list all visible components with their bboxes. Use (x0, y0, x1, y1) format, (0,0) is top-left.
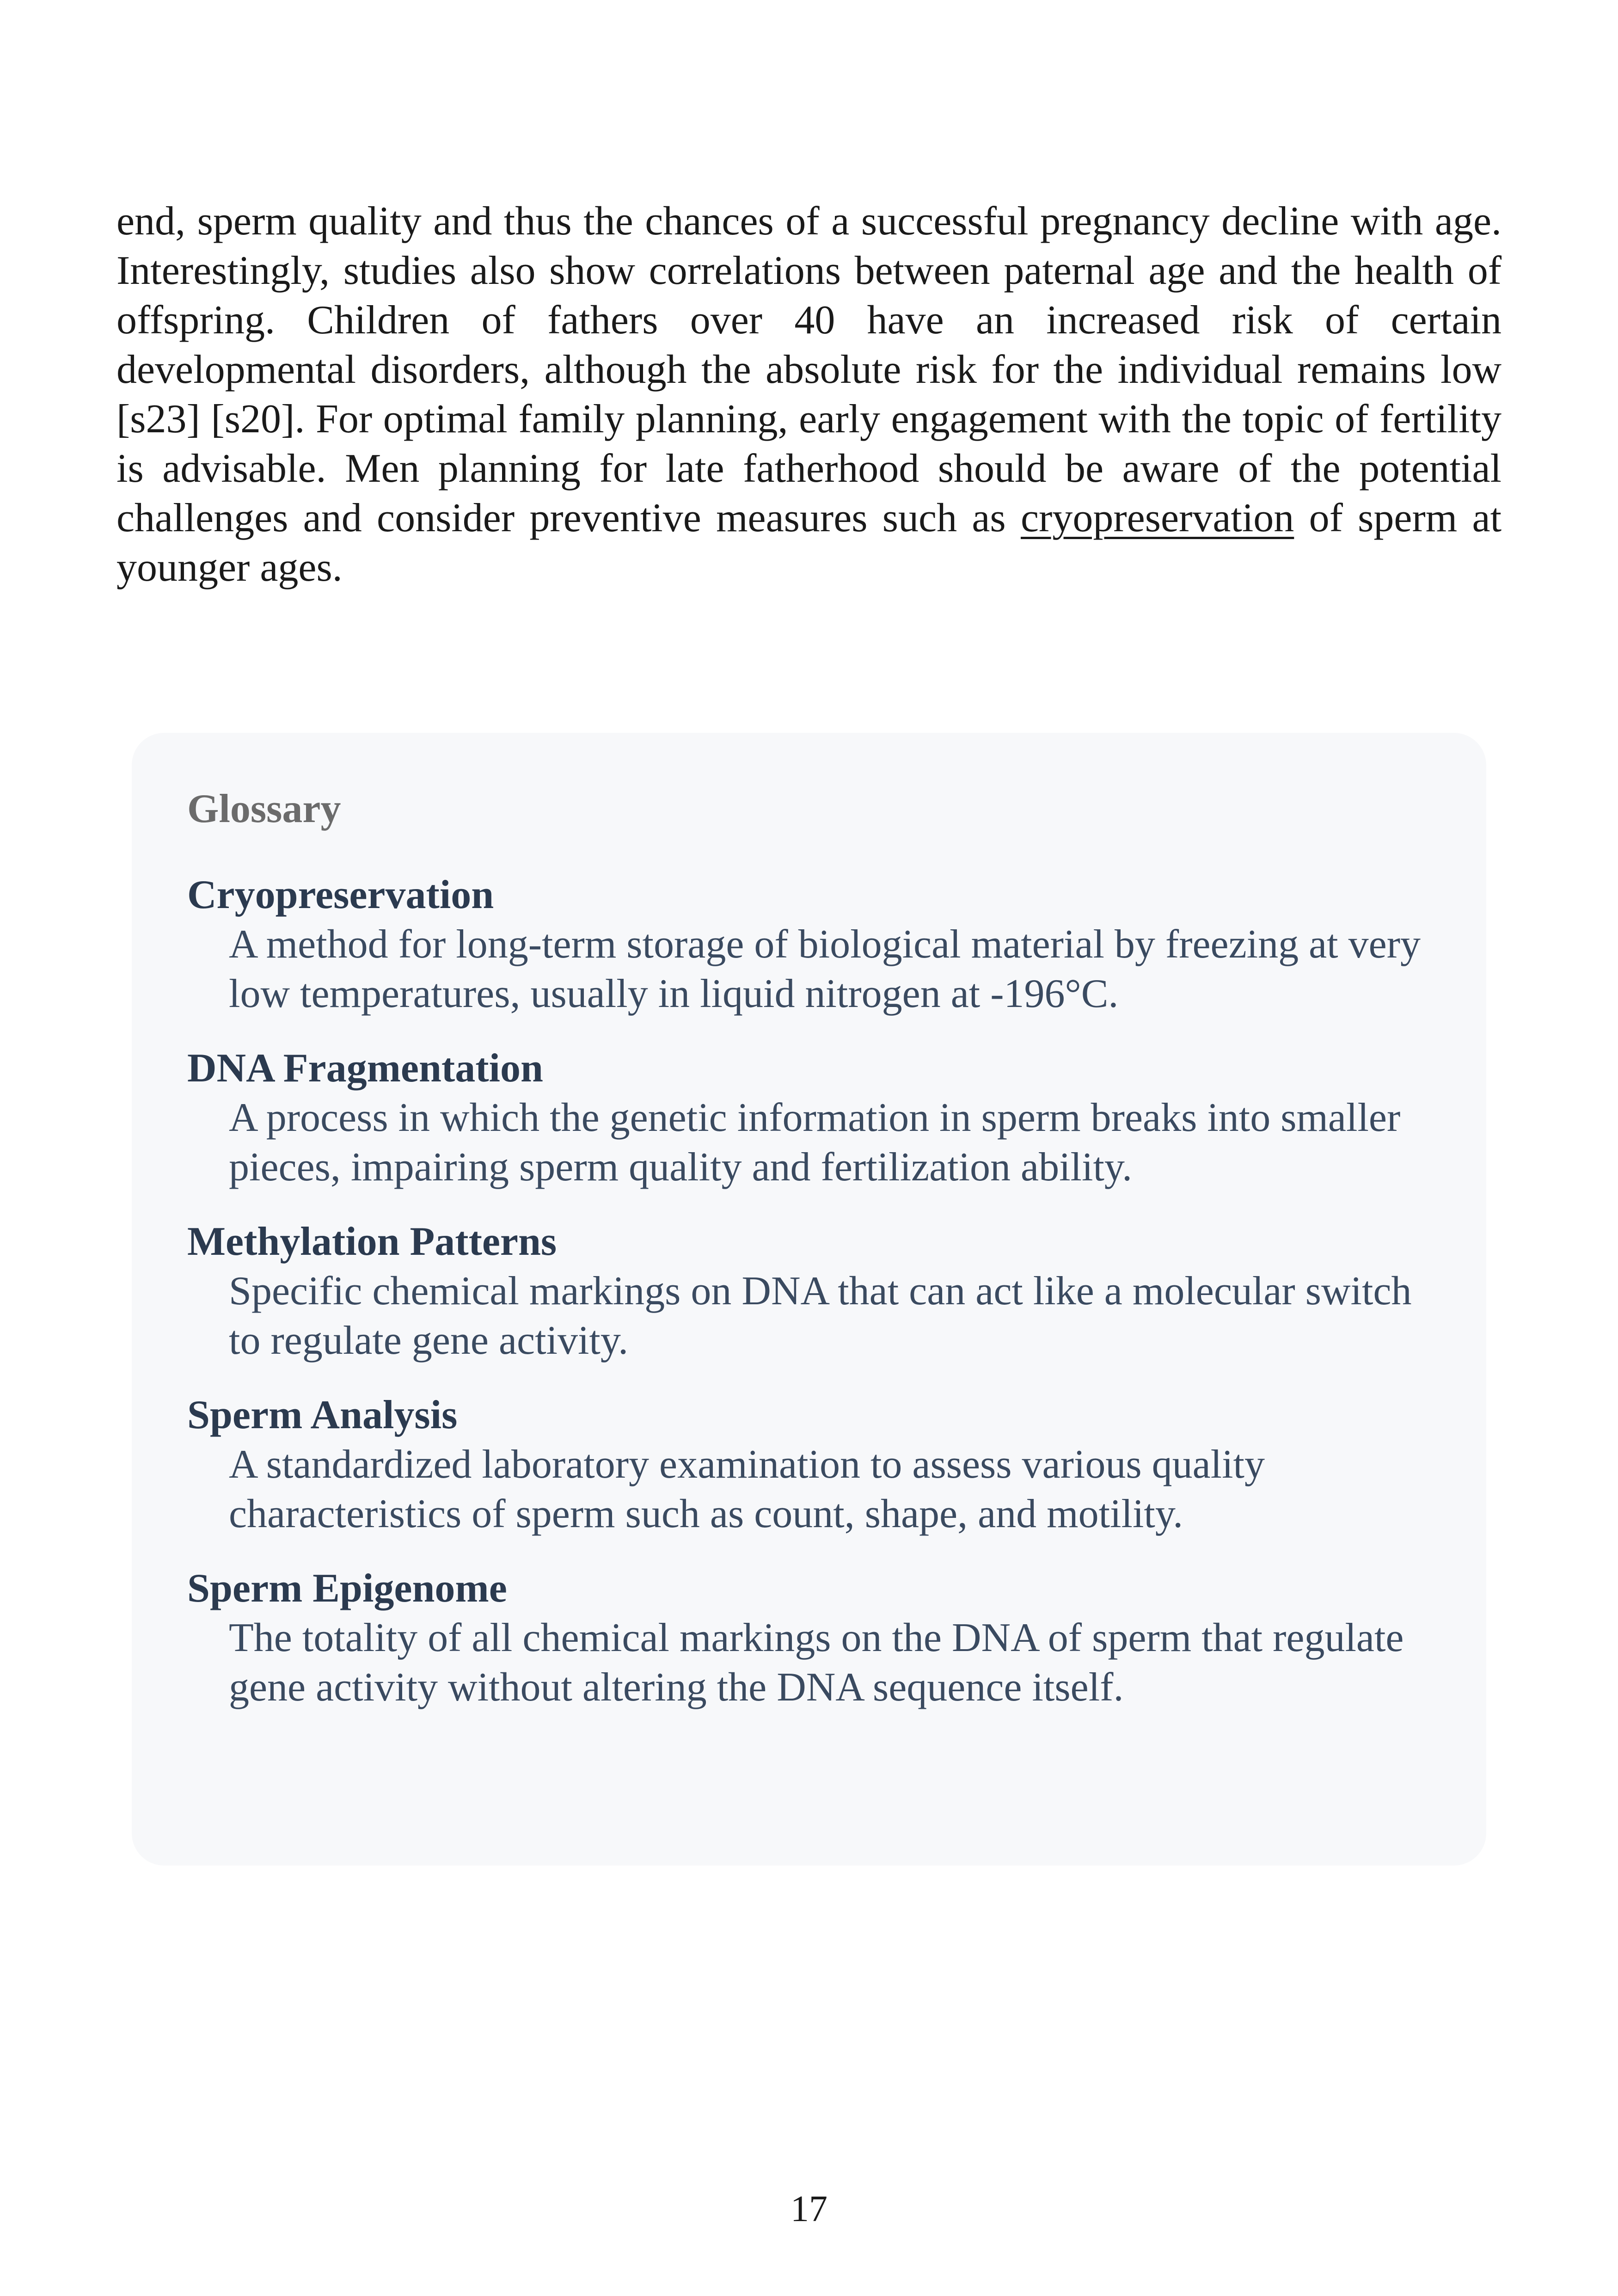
glossary-term-sperm-epigenome: Sperm Epigenome (187, 1566, 507, 1611)
glossary-definition-methylation-patterns: Specific chemical markings on DNA that can act like a molecular switch to regulate gene activity. (229, 1269, 1412, 1363)
glossary-definition-sperm-analysis: A standardized laboratory examination to assess various quality characteristics of sperm such as count, shape, and motility. (229, 1442, 1265, 1536)
glossary-term-methylation-patterns: Methylation Patterns (187, 1219, 557, 1264)
glossary-list (187, 871, 1431, 1712)
body-paragraph (116, 196, 1502, 592)
glossary-definition-cryopreservation: A method for long-term storage of biological material by freezing at very low temperatures, usually in liquid nitrogen at -196°C. (229, 922, 1421, 1016)
glossary-definition-dna-fragmentation: A process in which the genetic information in sperm breaks into smaller pieces, impairing sperm quality and fertilization ability. (229, 1095, 1401, 1190)
glossary-entry (187, 1217, 1431, 1365)
glossary-term-cryopreservation: Cryopreservation (187, 872, 494, 917)
glossary-entry (187, 1391, 1431, 1539)
page-number: 17 (791, 2189, 827, 2229)
glossary-heading: Glossary (187, 786, 341, 831)
glossary-entry (187, 1564, 1431, 1712)
glossary-definition-sperm-epigenome: The totality of all chemical markings on the DNA of sperm that regulate gene activity without altering the DNA sequence itself. (229, 1615, 1404, 1710)
cryopreservation-term-link[interactable]: cryopreservation (1020, 496, 1294, 540)
glossary-box (132, 733, 1486, 1866)
glossary-entry (187, 871, 1431, 1019)
body-text-before-link: end, sperm quality and thus the chances of a successful pregnancy decline with age. Interestingly, studies also show correlations between paternal age and the health of offspring. Children of fathers over 40 have an increased risk of certain developmental disorders, although the absolute risk for the individual remains low [s23] [s20]. For optimal family planning, early engagement with the topic of fertility is advisable. Men planning for late fatherhood should be aware of the potential challenges and consider preventive measures such as (116, 199, 1502, 540)
body-text-after-link: of sperm at younger ages. (116, 496, 1502, 590)
glossary-term-sperm-analysis: Sperm Analysis (187, 1393, 458, 1437)
glossary-term-dna-fragmentation: DNA Fragmentation (187, 1046, 543, 1091)
glossary-entry (187, 1044, 1431, 1192)
